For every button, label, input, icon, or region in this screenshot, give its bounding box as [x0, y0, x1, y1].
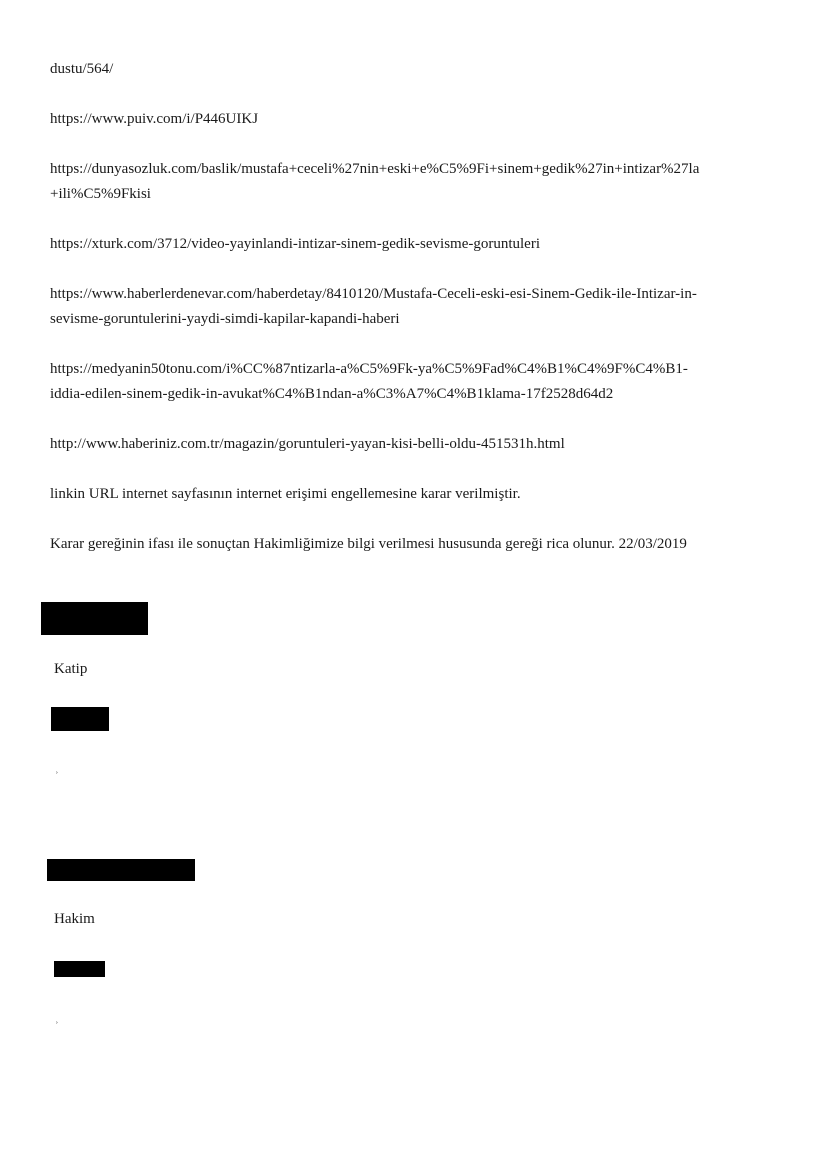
url-line-haberiniz: http://www.haberiniz.com.tr/magazin/goruntuleri-yayan-kisi-belli-oldu-451531h.html: [50, 436, 565, 452]
url-line-dunyasozluk: https://dunyasozluk.com/baslik/mustafa+ceceli%27nin+eski+e%C5%9Fi+sinem+gedik%27in+intizar%27la: [50, 161, 700, 177]
decision-statement: linkin URL internet sayfasının internet erişimi engellemesine karar verilmiştir.: [50, 486, 521, 502]
judge-e-signature-mark: ʾ: [55, 1020, 59, 1032]
judge-title: Hakim: [54, 911, 95, 927]
url-line-xturk: https://xturk.com/3712/video-yayinlandi-intizar-sinem-gedik-sevisme-goruntuleri: [50, 236, 541, 252]
clerk-title: Katip: [54, 661, 88, 677]
url-line-haberlerdenevar-cont: sevisme-goruntulerini-yaydi-simdi-kapilar-kapandi-haberi: [50, 311, 400, 327]
redacted-judge-name: [47, 859, 195, 881]
url-line-fragment: dustu/564/: [50, 61, 114, 77]
url-line-medyanin50tonu: https://medyanin50tonu.com/i%CC%87ntizarla-a%C5%9Fk-ya%C5%9Fad%C4%B1%C4%9F%C4%B1-: [50, 361, 688, 377]
closing-request: Karar gereğinin ifası ile sonuçtan Hakimliğimize bilgi verilmesi hususunda gereği rica olunur. 22/03/2019: [50, 536, 687, 552]
redacted-judge-id: [54, 961, 105, 977]
url-line-haberlerdenevar: https://www.haberlerdenevar.com/haberdetay/8410120/Mustafa-Ceceli-eski-esi-Sinem-Gedik-ile-Intizar-in-: [50, 286, 697, 302]
url-line-dunyasozluk-cont: +ili%C5%9Fkisi: [50, 186, 151, 202]
redacted-clerk-name: [41, 602, 148, 635]
url-line-medyanin50tonu-cont: iddia-edilen-sinem-gedik-in-avukat%C4%B1ndan-a%C3%A7%C4%B1klama-17f2528d64d2: [50, 386, 614, 402]
redacted-clerk-id: [51, 707, 109, 731]
url-line-puiv: https://www.puiv.com/i/P446UIKJ: [50, 111, 259, 127]
clerk-e-signature-mark: ʾ: [55, 770, 59, 782]
